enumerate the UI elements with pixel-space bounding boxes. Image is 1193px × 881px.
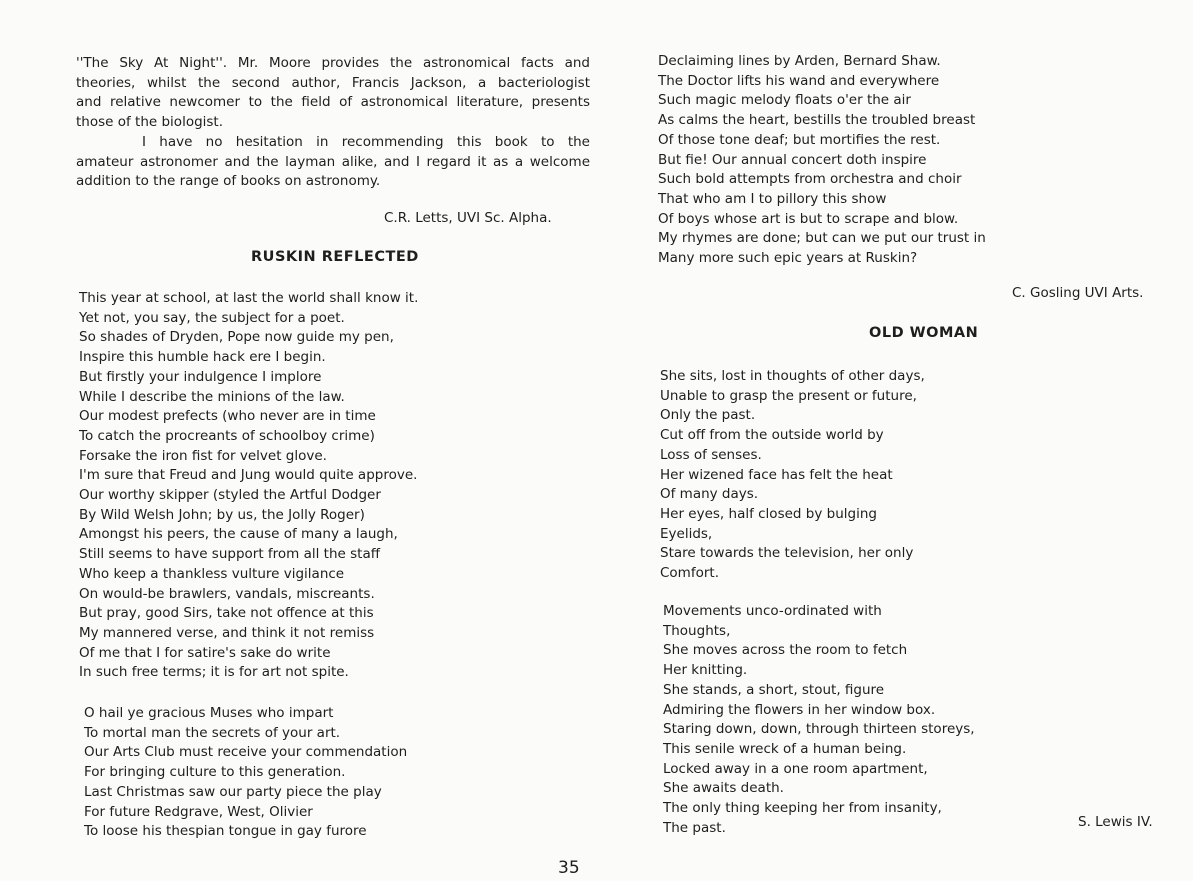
poem-signature: C. Gosling UVI Arts. (1012, 285, 1144, 301)
text-line: Movements unco-ordinated with (663, 603, 882, 619)
text-line: This year at school, at last the world shall know it. (79, 290, 419, 306)
text-line: Her eyes, half closed by bulging (660, 505, 877, 522)
text-line: Her wizened face has felt the heat (660, 466, 893, 483)
text-line: Who keep a thankless vulture vigilance (79, 565, 345, 582)
text-line: She stands, a short, stout, figure (663, 681, 885, 698)
text-line: To mortal man the secrets of your art. (84, 724, 341, 741)
text-line: On would-be brawlers, vandals, miscreants. (79, 585, 375, 602)
review-intro-paragraph (76, 54, 590, 132)
text-line: Admiring the flowers in her window box. (663, 701, 936, 718)
text-line: The Doctor lifts his wand and everywhere (658, 72, 940, 89)
text-line: amateur astronomer and the layman alike, and I regard it as a welcome (76, 153, 590, 170)
poem-title: RUSKIN REFLECTED (251, 249, 419, 265)
text-line: But firstly your indulgence I implore (79, 368, 322, 385)
text-line: I have no hesitation in recommending this book to the (142, 134, 590, 150)
text-line: Only the past. (660, 407, 756, 424)
text-line: That who am I to pillory this show (658, 190, 887, 207)
text-line: My mannered verse, and think it not remiss (79, 624, 375, 641)
poem2-stanza (663, 602, 975, 838)
text-line: My rhymes are done; but can we put our trust in (658, 230, 986, 247)
poem2-signature: S. Lewis IV. (1078, 814, 1153, 830)
text-line: O hail ye gracious Muses who impart (84, 705, 334, 721)
text-line: Loss of senses. (660, 446, 762, 463)
review-recommendation-paragraph (76, 133, 590, 192)
text-line: Stare towards the television, her only (660, 545, 914, 562)
text-line: In such free terms; it is for art not spite. (79, 664, 349, 681)
text-line: addition to the range of books on astronomy. (76, 173, 381, 190)
text-line: Such magic melody floats o'er the air (658, 92, 911, 109)
text-line: Declaiming lines by Arden, Bernard Shaw. (658, 53, 941, 69)
page-number: 35 (558, 858, 580, 878)
text-line: Our Arts Club must receive your commendation (84, 744, 408, 761)
text-line: Forsake the iron fist for velvet glove. (79, 447, 327, 464)
text-line: But pray, good Sirs, take not offence at this (79, 605, 374, 622)
text-line: Of boys whose art is but to scrape and blow. (658, 210, 959, 227)
text-line: those of the biologist. (76, 113, 224, 130)
text-line: Our worthy skipper (styled the Artful Dodger (79, 487, 381, 504)
review-signature: C.R. Letts, UVI Sc. Alpha. (384, 210, 552, 226)
text-line: As calms the heart, bestills the troubled breast (658, 112, 976, 129)
text-line: Still seems to have support from all the staff (79, 546, 381, 563)
text-line: and relative newcomer to the field of astronomical literature, presents (76, 94, 590, 111)
text-line: Unable to grasp the present or future, (660, 387, 917, 404)
text-line: Thoughts, (663, 622, 731, 639)
text-line: Of those tone deaf; but mortifies the rest. (658, 131, 941, 148)
text-line: Staring down, down, through thirteen storeys, (663, 721, 975, 738)
text-line: Our modest prefects (who never are in time (79, 408, 376, 425)
poem2-stanza (660, 367, 925, 584)
poem2-title: OLD WOMAN (869, 325, 979, 341)
text-line: To catch the procreants of schoolboy crime) (79, 427, 375, 444)
text-line: To loose his thespian tongue in gay furore (84, 823, 367, 840)
text-line: I'm sure that Freud and Jung would quite approve. (79, 467, 418, 484)
text-line: ''The Sky At Night''. Mr. Moore provides the astronomical facts and (76, 55, 590, 71)
text-line: Amongst his peers, the cause of many a laugh, (79, 526, 398, 543)
text-line: So shades of Dryden, Pope now guide my pen, (79, 329, 394, 346)
text-line: She awaits death. (663, 780, 784, 797)
text-line: Of many days. (660, 486, 759, 503)
text-line: By Wild Welsh John; by us, the Jolly Roger) (79, 506, 365, 523)
text-line: Such bold attempts from orchestra and choir (658, 171, 962, 188)
text-line: theories, whilst the second author, Francis Jackson, a bacteriologist (76, 74, 590, 91)
text-line: Locked away in a one room apartment, (663, 760, 928, 777)
poem-continuation (658, 52, 986, 269)
text-line: She sits, lost in thoughts of other days, (660, 368, 925, 384)
text-line: Of me that I for satire's sake do write (79, 644, 331, 661)
text-line: She moves across the room to fetch (663, 642, 908, 659)
text-line: Many more such epic years at Ruskin? (658, 250, 918, 267)
text-line: The only thing keeping her from insanity, (663, 800, 942, 817)
text-line: For future Redgrave, West, Olivier (84, 803, 313, 820)
text-line: Last Christmas saw our party piece the play (84, 783, 382, 800)
text-line: For bringing culture to this generation. (84, 764, 346, 781)
text-line: Eyelids, (660, 525, 713, 542)
text-line: The past. (663, 819, 726, 836)
text-line: But fie! Our annual concert doth inspire (658, 151, 927, 168)
text-line: Comfort. (660, 565, 719, 582)
text-line: Yet not, you say, the subject for a poet. (79, 309, 345, 326)
poem-stanza (79, 289, 418, 683)
text-line: Inspire this humble hack ere I begin. (79, 349, 326, 366)
text-line: While I describe the minions of the law. (79, 388, 345, 405)
poem-stanza (84, 704, 407, 842)
text-line: Her knitting. (663, 662, 748, 679)
text-line: Cut off from the outside world by (660, 427, 884, 444)
text-line: This senile wreck of a human being. (663, 740, 907, 757)
